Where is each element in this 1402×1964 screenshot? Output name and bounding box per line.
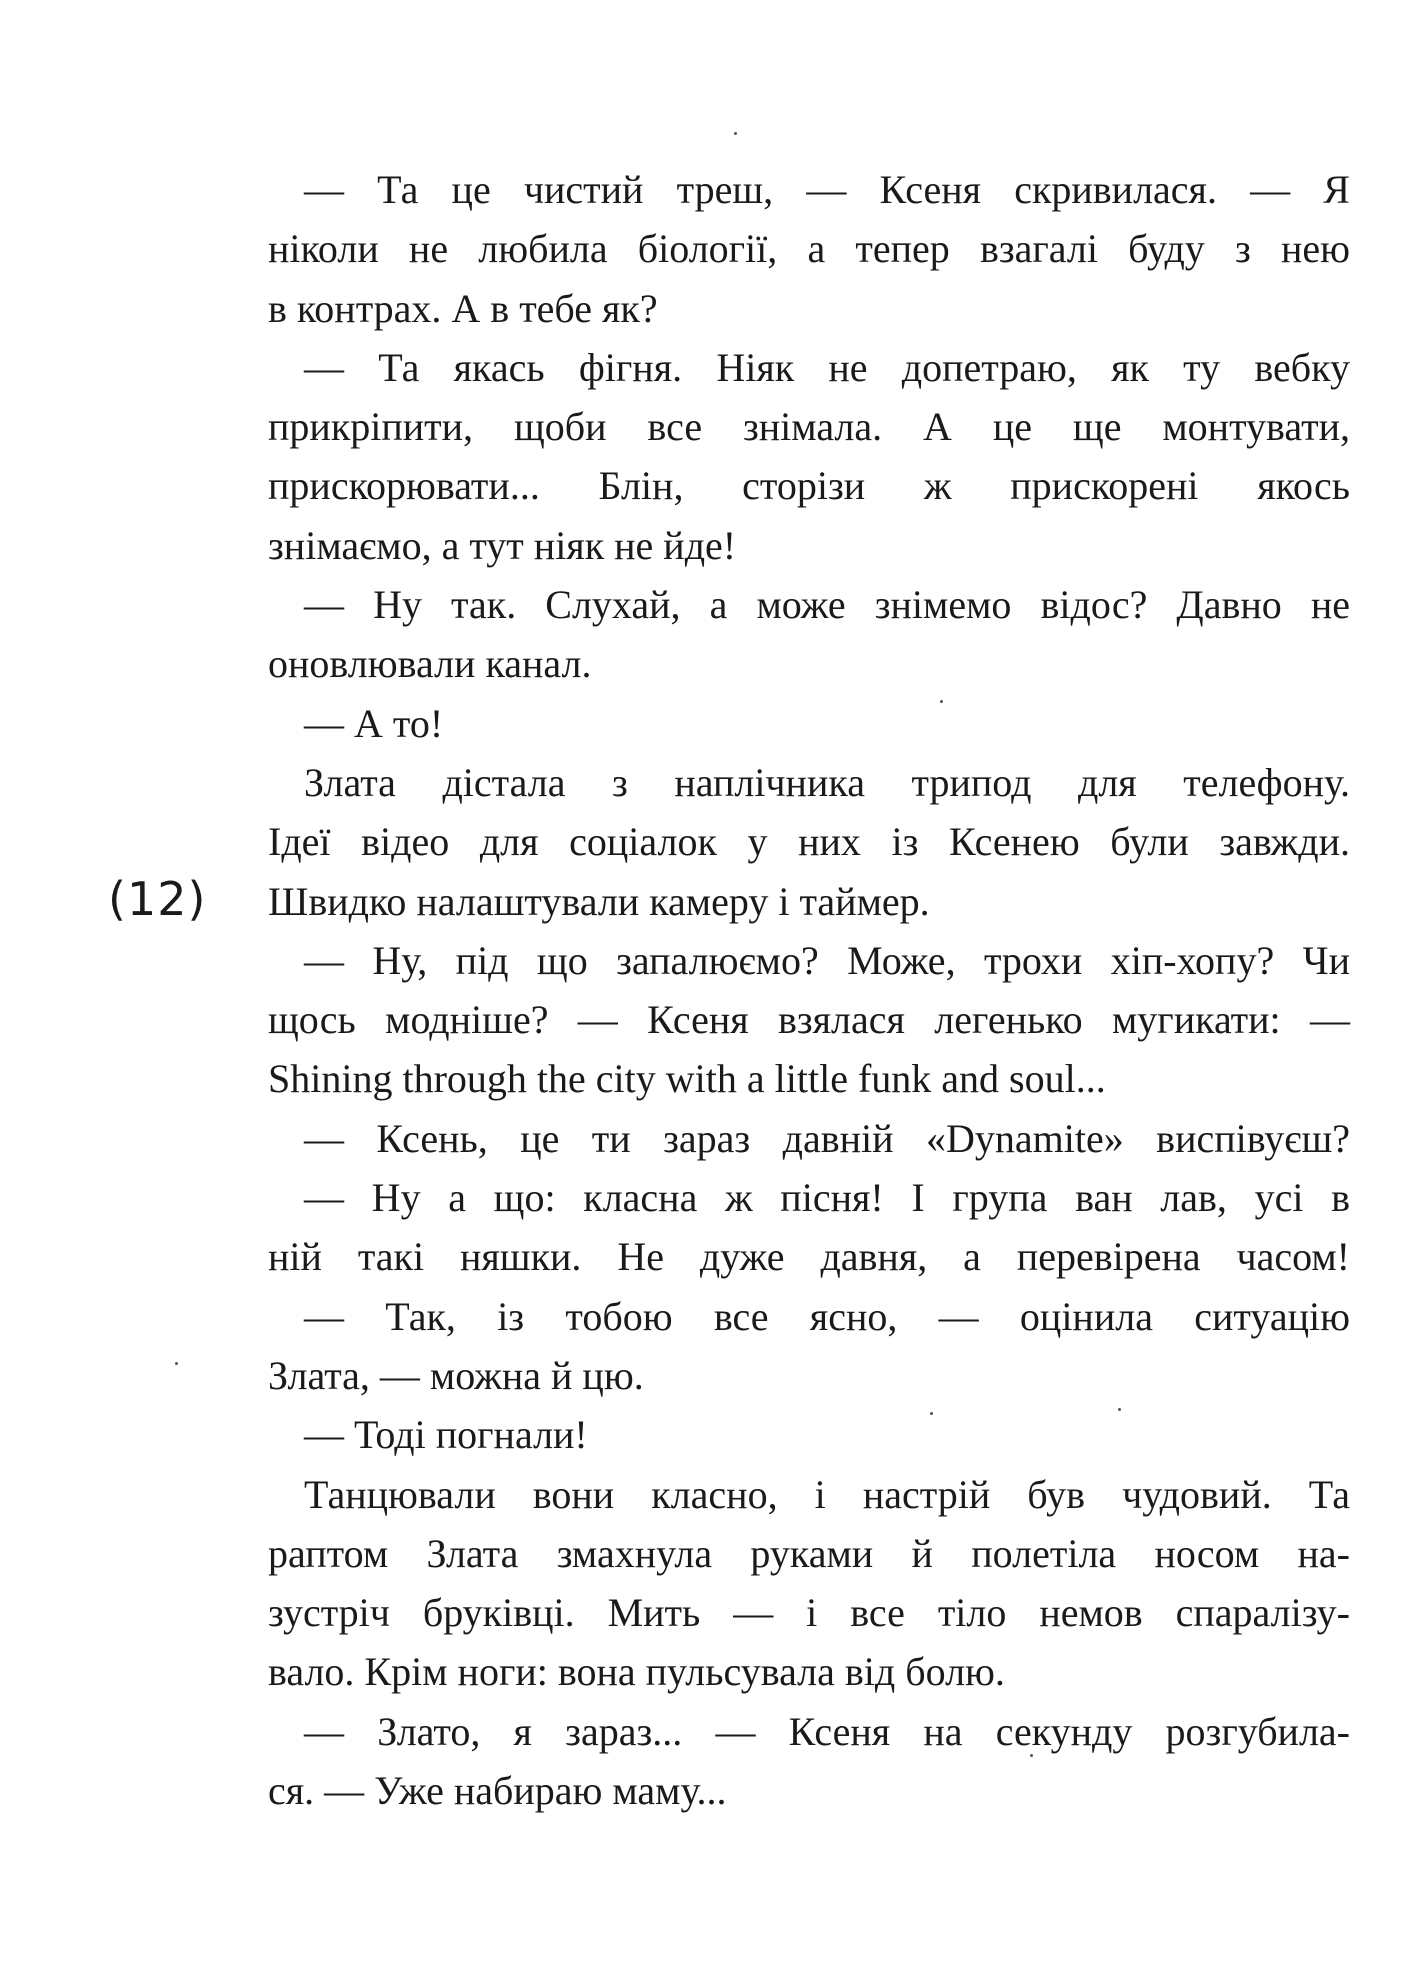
text-line: ніколи не любила біології, а тепер взагалі буду з нею (268, 226, 1350, 272)
text-line: — Ксень, це ти зараз давній «Dynamite» виспівуєш? (304, 1115, 1350, 1161)
text-line: зустріч бруківці. Мить — і все тіло немов спаралізу- (268, 1590, 1350, 1636)
text-line: щось модніше? — Ксеня взялася легенько мугикати: — (268, 997, 1350, 1043)
text-line: ній такі няшки. Не дуже давня, а перевірена часом! (268, 1234, 1350, 1280)
text-line: раптом Злата змахнула руками й полетіла носом на- (268, 1530, 1350, 1576)
text-line: — Ну а що: класна ж пісня! І група ван лав, усі в (304, 1175, 1350, 1221)
text-line: — Та це чистий треш, — Ксеня скривилася. — Я (304, 167, 1350, 212)
text-line: Злата, — можна й цю. (268, 1352, 644, 1398)
scan-speck (930, 1412, 933, 1415)
scan-speck (940, 700, 943, 703)
scan-speck (175, 1362, 178, 1365)
text-line: — Ну, під що запалюємо? Може, трохи хіп-хопу? Чи (304, 937, 1350, 983)
text-line: знімаємо, а тут ніяк не йде! (268, 522, 737, 568)
text-line: — Та якась фігня. Ніяк не допетраю, як ту вебку (304, 344, 1350, 390)
text-line: — Так, із тобою все ясно, — оцінила ситуацію (304, 1293, 1350, 1339)
text-line: ся. — Уже набираю маму... (268, 1768, 727, 1814)
text-line: в контрах. А в тебе як? (268, 285, 658, 331)
page-body-text (268, 160, 1350, 1820)
text-line: — Тоді погнали! (304, 1412, 588, 1458)
text-line: Швидко налаштували камеру і таймер. (268, 878, 930, 924)
text-line: оновлювали канал. (268, 641, 592, 687)
scan-speck (1030, 1754, 1033, 1757)
text-line: — Ну так. Слухай, а може знімемо відос? Давно не (304, 582, 1350, 628)
page-number: (12) (108, 872, 207, 926)
text-line: прискорювати... Блін, сторізи ж прискорені якось (268, 463, 1350, 509)
text-line: прикріпити, щоби все знімала. А це ще монтувати, (268, 404, 1350, 450)
text-line: — Злато, я зараз... — Ксеня на секунду розгубила- (304, 1708, 1350, 1754)
scan-speck (734, 132, 737, 135)
text-line: Танцювали вони класно, і настрій був чудовий. Та (304, 1471, 1350, 1517)
scan-speck (1118, 1408, 1121, 1411)
text-line: — А то! (304, 700, 444, 746)
text-line: вало. Крім ноги: вона пульсувала від болю. (268, 1649, 1005, 1695)
text-line: Злата дістала з наплічника трипод для телефону. (304, 759, 1350, 805)
text-line: Shining through the city with a little funk and soul... (268, 1056, 1106, 1102)
text-line: Ідеї відео для соціалок у них із Ксенею були завжди. (268, 819, 1350, 865)
